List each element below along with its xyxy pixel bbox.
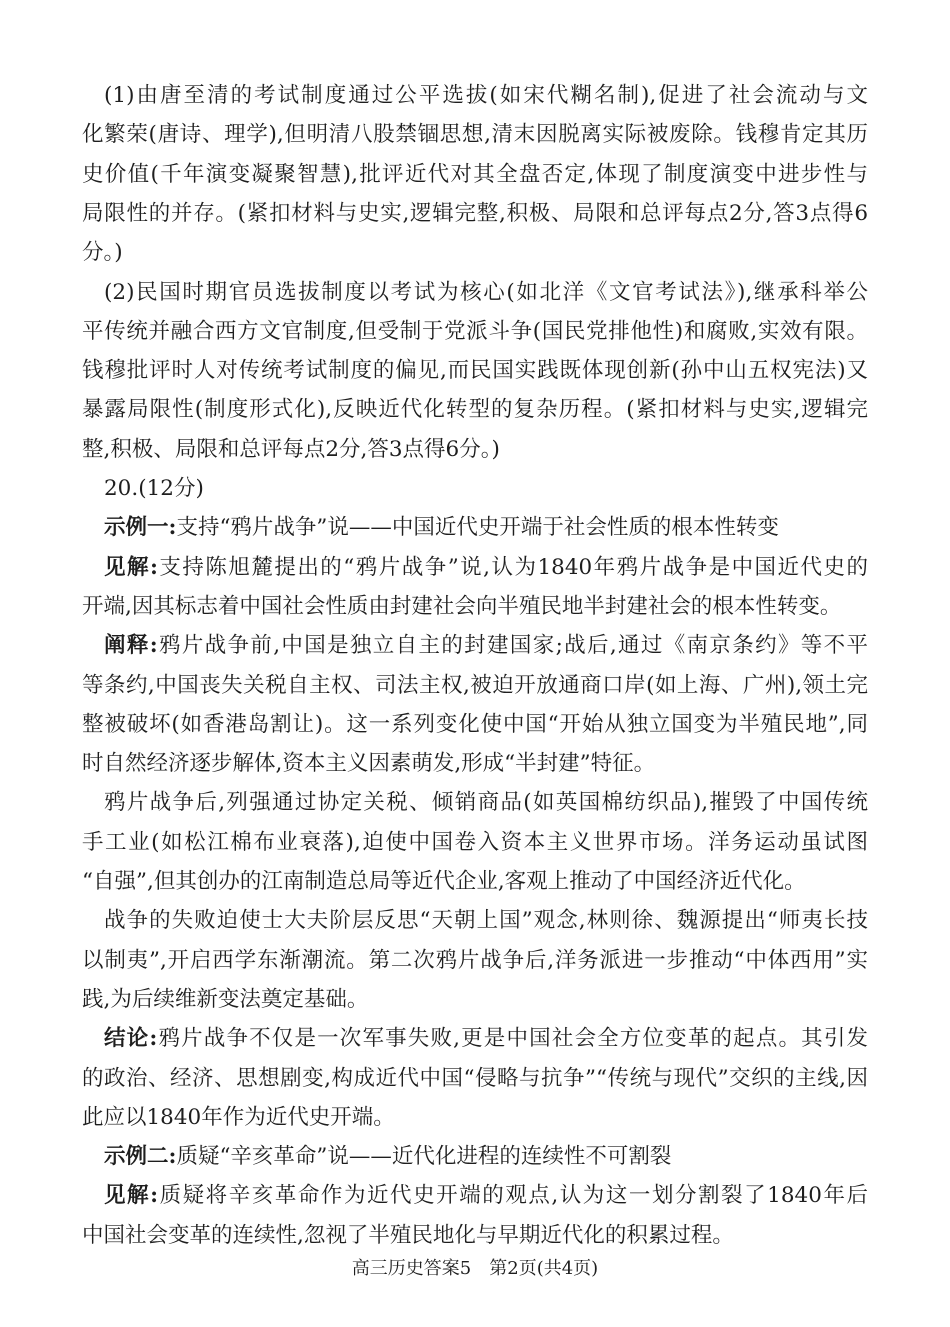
line-text: 以制夷”,开启西学东渐潮流。第二次鸦片战争后,洋务派进一步推动“中体西用”实 bbox=[82, 947, 868, 973]
paragraph-line bbox=[104, 513, 868, 543]
paragraph-line bbox=[104, 278, 868, 308]
paragraph-line bbox=[82, 120, 868, 150]
line-text: 时自然经济逐步解体,资本主义因素萌发,形成“半封建”特征。 bbox=[82, 751, 656, 777]
line-text: 钱穆批评时人对传统考试制度的偏见,而民国实践既体现创新(孙中山五权宪法)又 bbox=[82, 358, 868, 384]
paragraph-line bbox=[82, 946, 868, 976]
page-footer: 高三历史答案5 第2页(共4页) bbox=[351, 1258, 599, 1279]
line-text: 质疑将辛亥革命作为近代史开端的观点,认为这一划分割裂了1840年后 bbox=[158, 1183, 868, 1209]
paragraph-line bbox=[82, 710, 868, 740]
line-text: 整,积极、局限和总评每点2分,答3点得6分。) bbox=[82, 436, 500, 462]
section-label: 示例二: bbox=[104, 1144, 177, 1170]
section-label: 见解: bbox=[104, 1183, 159, 1209]
line-text: 化繁荣(唐诗、理学),但明清八股禁锢思想,清末因脱离实际被废除。钱穆肯定其历 bbox=[82, 122, 868, 148]
paragraph-line bbox=[82, 671, 868, 701]
paragraph-line bbox=[82, 828, 868, 858]
paragraph-line bbox=[104, 474, 868, 504]
line-text: 分。) bbox=[82, 240, 123, 266]
paragraph-line bbox=[82, 199, 868, 229]
section-label: 结论: bbox=[104, 1026, 158, 1052]
paragraph-line bbox=[104, 788, 868, 818]
line-text: 中国社会变革的连续性,忽视了半殖民地化与早期近代化的积累过程。 bbox=[82, 1222, 734, 1248]
paragraph-line bbox=[82, 985, 868, 1015]
paragraph-line bbox=[104, 631, 868, 661]
paragraph-line bbox=[104, 906, 868, 936]
line-text: 开端,因其标志着中国社会性质由封建社会向半殖民地半封建社会的根本性转变。 bbox=[82, 593, 842, 619]
paragraph-line bbox=[104, 81, 868, 111]
line-text: 鸦片战争不仅是一次军事失败,更是中国社会全方位变革的起点。其引发 bbox=[157, 1026, 869, 1052]
paragraph-line bbox=[104, 1024, 868, 1054]
line-text: 整被破坏(如香港岛割让)。这一系列变化使中国“开始从独立国变为半殖民地”,同 bbox=[82, 711, 868, 737]
line-text: 此应以1840年作为近代史开端。 bbox=[82, 1104, 395, 1130]
line-text: (1)由唐至清的考试制度通过公平选拔(如宋代糊名制),促进了社会流动与文 bbox=[104, 83, 868, 108]
line-text: 手工业(如松江棉布业衰落),迫使中国卷入资本主义世界市场。洋务运动虽试图 bbox=[82, 829, 868, 855]
paragraph-line bbox=[82, 1064, 868, 1094]
paragraph-line bbox=[82, 1103, 868, 1133]
line-text: 20.(12分) bbox=[104, 476, 204, 501]
paragraph-line bbox=[104, 1181, 868, 1211]
paragraph-line bbox=[82, 356, 868, 386]
line-text: 平传统并融合西方文官制度,但受制于党派斗争(国民党排他性)和腐败,实效有限。 bbox=[82, 318, 868, 344]
line-text: 质疑“辛亥革命”说——近代化进程的连续性不可割裂 bbox=[176, 1144, 672, 1170]
line-text: 史价值(千年演变凝聚智慧),批评近代对其全盘否定,体现了制度演变中进步性与 bbox=[82, 161, 868, 187]
line-text: 践,为后续维新变法奠定基础。 bbox=[82, 986, 369, 1012]
paragraph-line bbox=[104, 1142, 868, 1172]
section-label: 示例一: bbox=[104, 515, 177, 541]
line-text: 暴露局限性(制度形式化),反映近代化转型的复杂历程。(紧扣材料与史实,逻辑完 bbox=[82, 397, 868, 423]
paragraph-line bbox=[82, 867, 868, 897]
line-text: 等条约,中国丧失关税自主权、司法主权,被迫开放通商口岸(如上海、广州),领土完 bbox=[82, 672, 868, 698]
paragraph-line bbox=[82, 317, 868, 347]
paragraph-line bbox=[82, 749, 868, 779]
line-text: “自强”,但其创办的江南制造总局等近代企业,客观上推动了中国经济近代化。 bbox=[82, 869, 806, 894]
paragraph-line bbox=[82, 395, 868, 425]
section-label: 阐释: bbox=[104, 633, 158, 659]
line-text: 战争的失败迫使士大夫阶层反思“天朝上国”观念,林则徐、魏源提出“师夷长技 bbox=[104, 908, 868, 934]
line-text: 鸦片战争后,列强通过协定关税、倾销商品(如英国棉纺织品),摧毁了中国传统 bbox=[104, 790, 868, 816]
paragraph-line bbox=[82, 160, 868, 190]
paragraph-line bbox=[82, 238, 868, 268]
paragraph-line bbox=[82, 435, 868, 465]
line-text: 支持“鸦片战争”说——中国近代史开端于社会性质的根本性转变 bbox=[176, 515, 779, 541]
line-text: 局限性的并存。(紧扣材料与史实,逻辑完整,积极、局限和总评每点2分,答3点得6 bbox=[82, 200, 868, 226]
line-text: 支持陈旭麓提出的“鸦片战争”说,认为1840年鸦片战争是中国近代史的 bbox=[157, 554, 869, 580]
line-text: (2)民国时期官员选拔制度以考试为核心(如北洋《文官考试法》),继承科举公 bbox=[104, 279, 868, 305]
paragraph-line bbox=[82, 1221, 868, 1251]
paragraph-line bbox=[82, 592, 868, 622]
line-text: 的政治、经济、思想剧变,构成近代中国“侵略与抗争”“传统与现代”交织的主线,因 bbox=[82, 1065, 868, 1091]
line-text: 鸦片战争前,中国是独立自主的封建国家;战后,通过《南京条约》等不平 bbox=[157, 633, 869, 659]
section-label: 见解: bbox=[104, 554, 158, 580]
paragraph-line bbox=[104, 553, 868, 583]
